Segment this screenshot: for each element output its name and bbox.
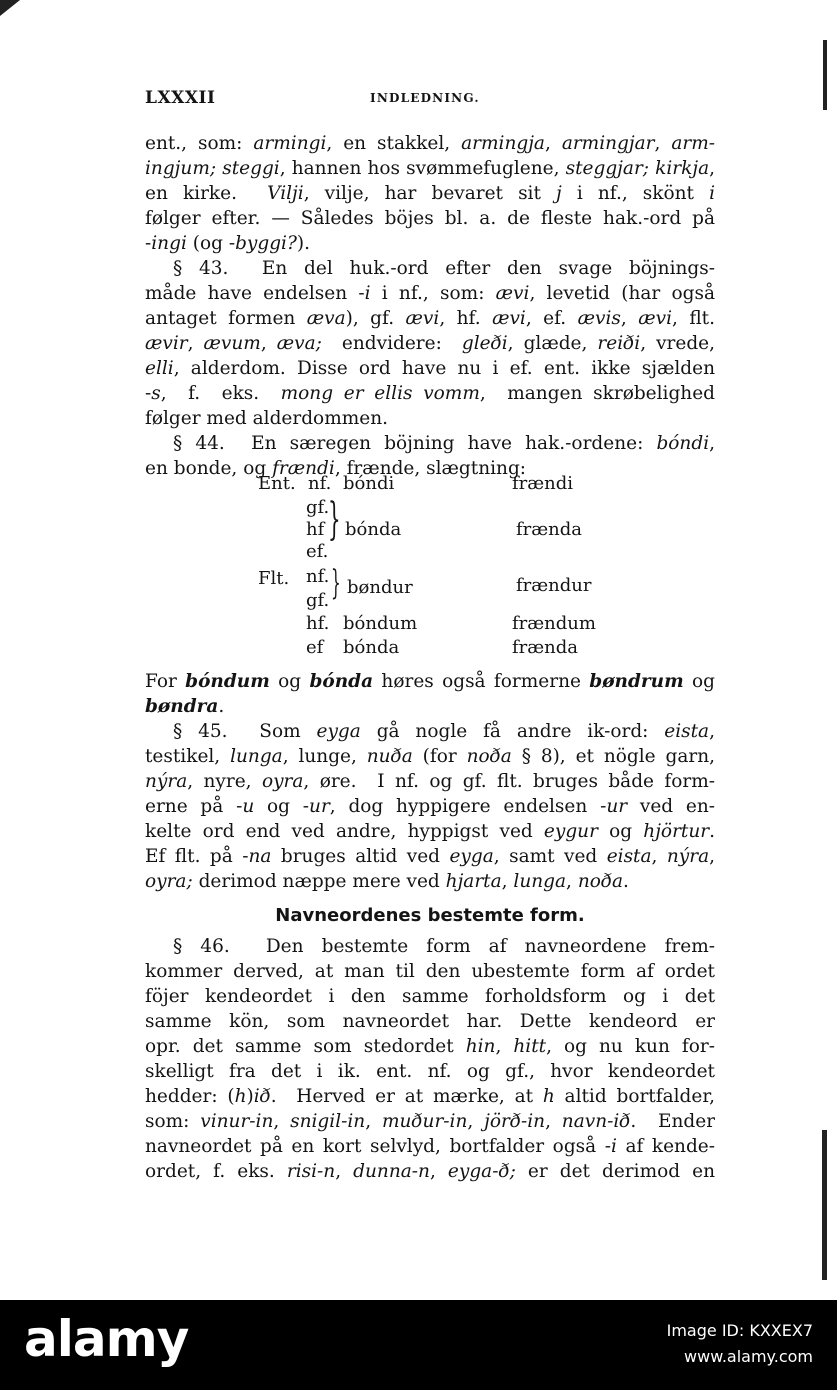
paragraph-46-line: navneordet på en kort selvlyd, bortfalder også -i af kende- bbox=[145, 1136, 715, 1157]
brace-symbol: } bbox=[328, 494, 341, 545]
text-line: For bóndum og bónda høres også formerne bøndrum og bbox=[145, 671, 715, 692]
paragraph-46-line: § 46. Den bestemte form af navneordene frem- bbox=[173, 936, 715, 957]
page-number: LXXXII bbox=[145, 88, 216, 108]
paragraph-44-line: § 44. En særegen böjning have hak.-ordene: bóndi, bbox=[173, 433, 715, 454]
text-line: -ingi (og -byggi?). bbox=[145, 233, 311, 254]
paragraph-46-line: kommer derved, at man til den ubestemte form af ordet bbox=[145, 961, 715, 982]
text-line: ingjum; steggi, hannen hos svømmefuglene, steggjar; kirkja, bbox=[145, 158, 715, 179]
form-fraendur: frændur bbox=[516, 575, 592, 596]
text-line: bøndra. bbox=[145, 696, 225, 717]
paragraph-43-line: måde have endelsen -i i nf., som: ævi, levetid (har også bbox=[145, 283, 715, 304]
paragraph-46-line: skelligt fra det i ik. ent. nf. og gf., hvor kendeordet bbox=[145, 1061, 715, 1082]
text-line: ent., som: armingi, en stakkel, armingja, armingjar, arm- bbox=[145, 133, 715, 154]
form-fraenda: frænda bbox=[516, 519, 583, 540]
site-url: www.alamy.com bbox=[684, 1347, 813, 1366]
page-header bbox=[145, 88, 715, 112]
paragraph-44-line: en bonde, og frændi, frænde, slægtning: bbox=[145, 458, 527, 479]
case-ef: ef. bbox=[306, 541, 329, 562]
form-fraenda: frænda bbox=[512, 637, 579, 658]
paragraph-46-line: opr. det samme som stedordet hin, hitt, og nu kun for- bbox=[145, 1036, 715, 1057]
section-heading: Navneordenes bestemte form. bbox=[275, 905, 585, 926]
text-line: en kirke. Vilji, vilje, har bevaret sit j i nf., skönt i bbox=[145, 183, 715, 204]
scan-edge-mark bbox=[823, 40, 827, 110]
form-bondur: bøndur bbox=[347, 577, 413, 598]
paragraph-45-line: kelte ord end ved andre, hyppigst ved eygur og hjörtur. bbox=[145, 821, 715, 842]
paragraph-46-line: som: vinur-in, snigil-in, muður-in, jörð-in, navn-ið. Ender bbox=[145, 1111, 715, 1132]
form-bonda: bónda bbox=[345, 519, 402, 540]
paragraph-43-line: ævir, ævum, æva; endvidere: gleði, glæde, reiði, vrede, bbox=[145, 333, 715, 354]
case-gf: gf. bbox=[306, 497, 330, 518]
stock-watermark-banner bbox=[0, 1300, 837, 1390]
paragraph-43-line: antaget formen æva), gf. ævi, hf. ævi, ef. ævis, ævi, flt. bbox=[145, 308, 715, 329]
paragraph-45-line: Ef flt. på -na bruges altid ved eyga, samt ved eista, nýra, bbox=[145, 846, 715, 867]
scan-edge-mark bbox=[822, 1130, 827, 1280]
paragraph-45-line: oyra; derimod næppe mere ved hjarta, lunga, noða. bbox=[145, 871, 629, 892]
paragraph-46-line: samme kön, som navneordet har. Dette kendeord er bbox=[145, 1011, 715, 1032]
paragraph-46-line: ordet, f. eks. risi-n, dunna-n, eyga-ð; er det derimod en bbox=[145, 1161, 715, 1182]
case-gf: gf. bbox=[306, 590, 330, 611]
text-line: følger efter. — Således böjes bl. a. de fleste hak.-ord på bbox=[145, 208, 715, 229]
paragraph-46-line: föjer kendeordet i den samme forholdsform og i det bbox=[145, 986, 715, 1007]
alamy-logo: alamy bbox=[24, 1310, 189, 1368]
paragraph-43-line: elli, alderdom. Disse ord have nu i ef. ent. ikke sjælden bbox=[145, 358, 715, 379]
paragraph-43-line: § 43. En del huk.-ord efter den svage böjnings- bbox=[173, 258, 715, 279]
form-fraendi: frændi bbox=[512, 473, 574, 494]
image-id-block bbox=[667, 1318, 813, 1370]
case-hf: hf. bbox=[306, 613, 330, 634]
form-fraendum: frændum bbox=[512, 613, 596, 634]
scan-corner-mark bbox=[0, 0, 20, 16]
form-bondum: bóndum bbox=[343, 613, 418, 634]
case-ef: ef bbox=[306, 637, 324, 658]
paragraph-43-line: følger med alderdommen. bbox=[145, 408, 389, 429]
brace-symbol: } bbox=[331, 563, 341, 603]
paragraph-45-line: nýra, nyre, oyra, øre. I nf. og gf. flt. bruges både form- bbox=[145, 771, 715, 792]
label-ent: Ent. bbox=[258, 473, 296, 494]
paragraph-43-line: -s, f. eks. mong er ellis vomm, mangen skrøbelighed bbox=[145, 383, 715, 404]
case-nf: nf. bbox=[308, 473, 332, 494]
case-hf: hf bbox=[306, 519, 325, 540]
paragraph-46-line: hedder: (h)ið. Herved er at mærke, at h altid bortfalder, bbox=[145, 1086, 715, 1107]
paragraph-45-line: § 45. Som eyga gå nogle få andre ik-ord: eista, bbox=[173, 721, 715, 742]
label-flt: Flt. bbox=[258, 568, 290, 589]
image-id: Image ID: KXXEX7 bbox=[666, 1321, 813, 1340]
paragraph-45-line: erne på -u og -ur, dog hyppigere endelsen -ur ved en- bbox=[145, 796, 715, 817]
form-bondi: bóndi bbox=[343, 473, 395, 494]
running-title: INDLEDNING. bbox=[370, 91, 480, 105]
case-nf: nf. bbox=[306, 566, 330, 587]
paragraph-45-line: testikel, lunga, lunge, nuða (for noða § 8), et nögle garn, bbox=[145, 746, 715, 767]
form-bonda: bónda bbox=[343, 637, 400, 658]
